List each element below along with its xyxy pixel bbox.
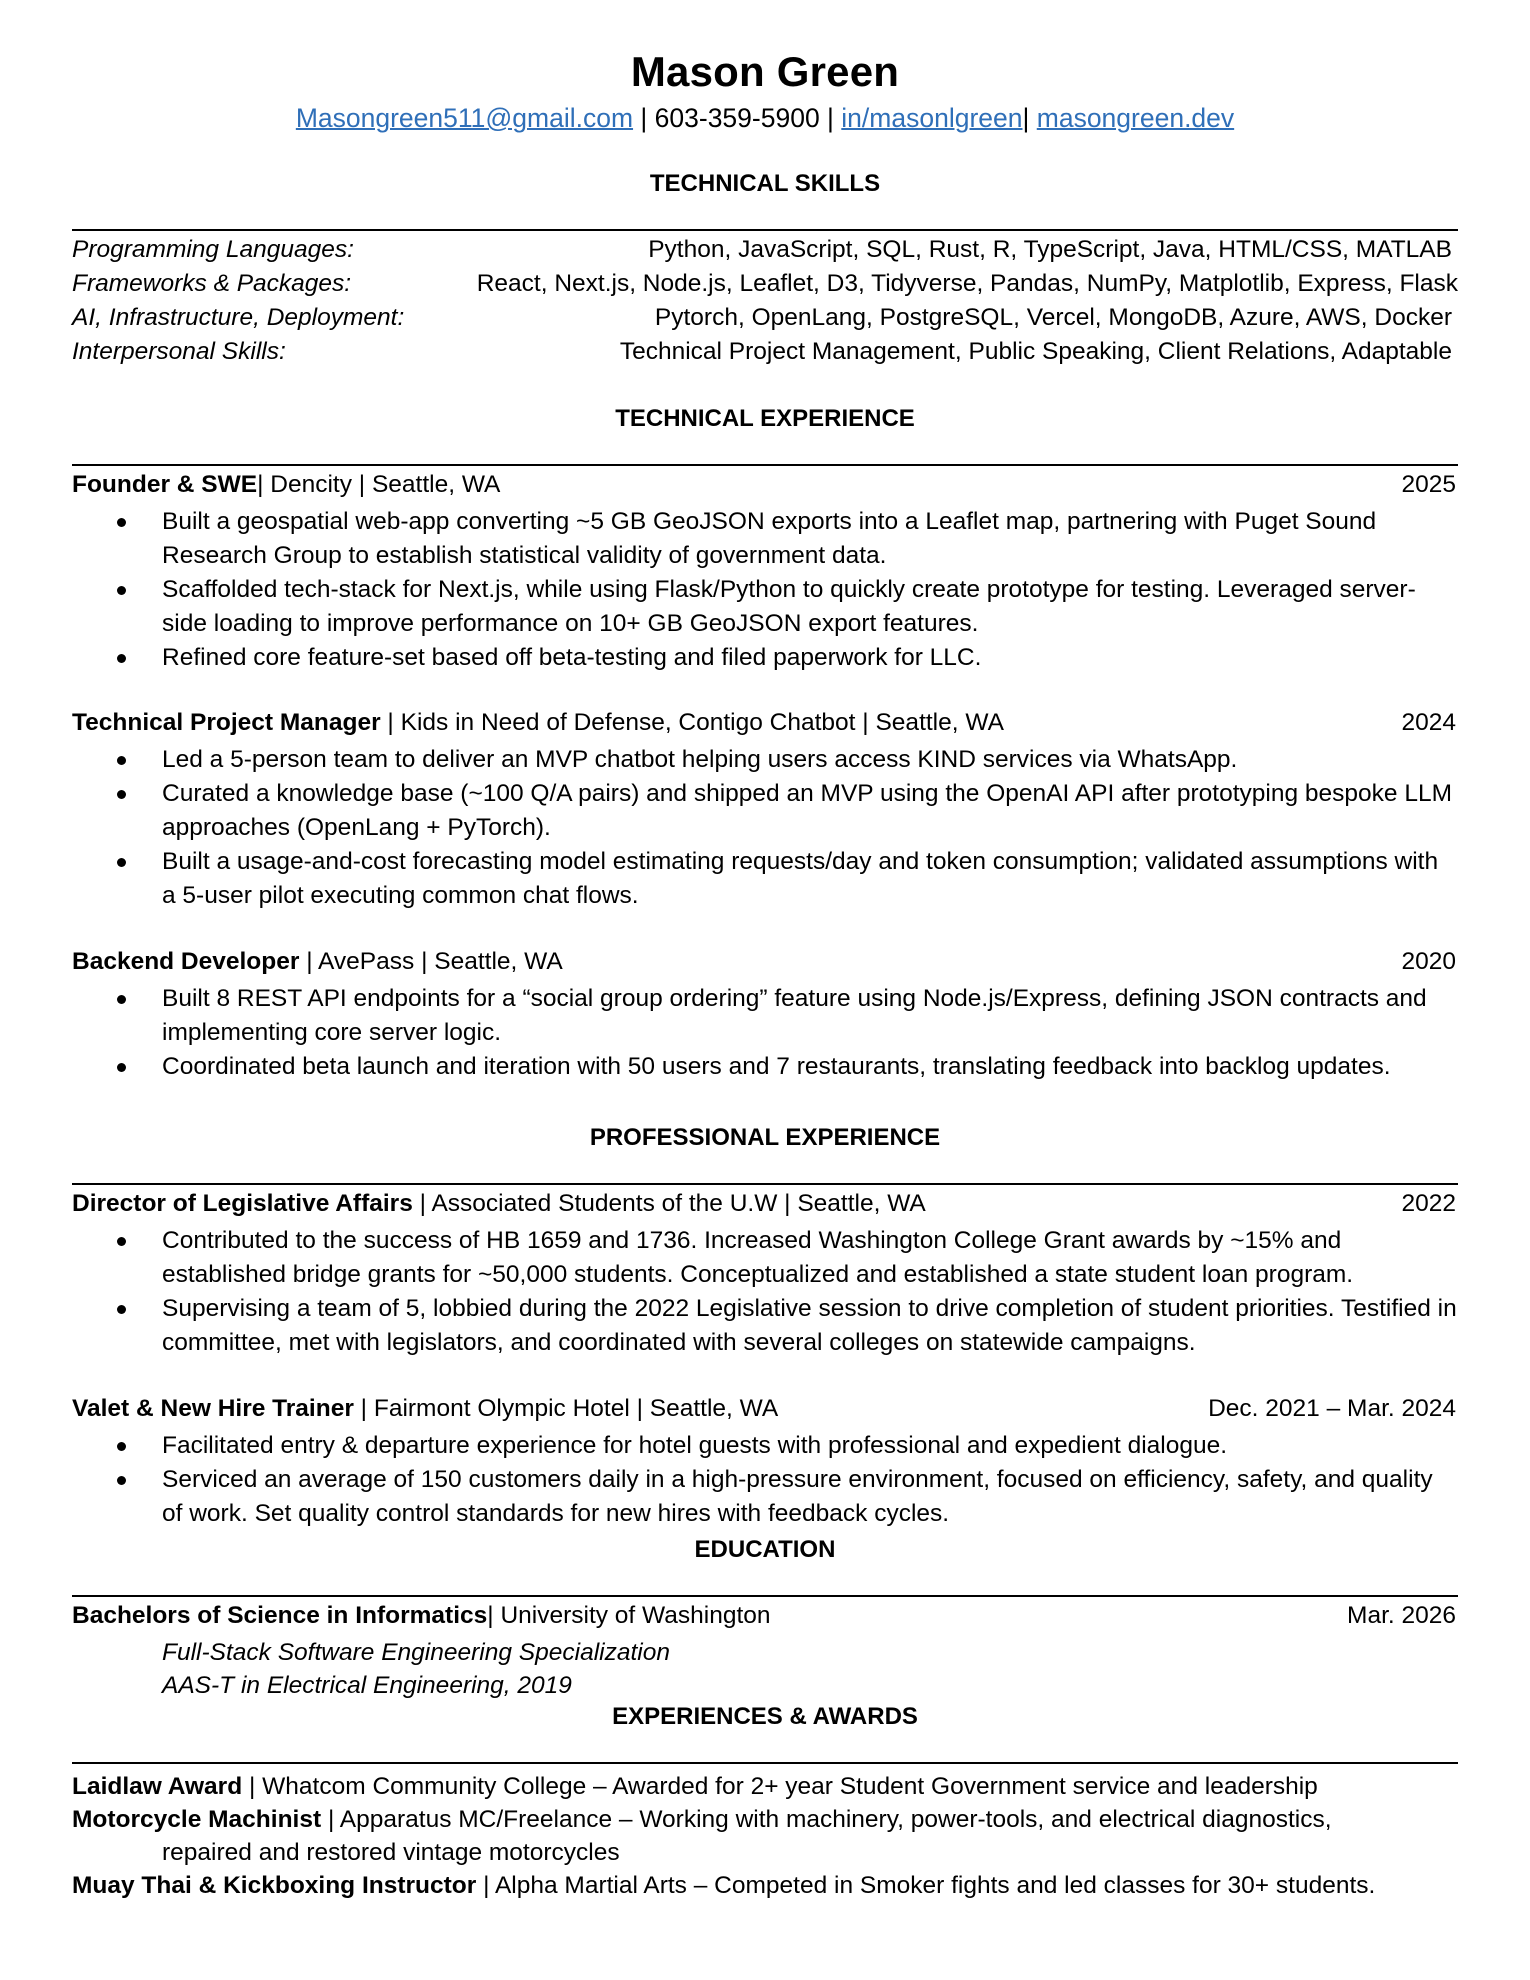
job-title: Valet & New Hire Trainer [72, 1395, 354, 1422]
skill-row [72, 236, 1458, 270]
award-detail-continued: repaired and restored vintage motorcycles [162, 1839, 620, 1866]
bullet-icon [117, 1063, 126, 1072]
bullet-text: Facilitated entry & departure experience for hotel guests with professional and expedient dialogue. [162, 1432, 1228, 1459]
bullet-text: Built a usage-and-cost forecasting model estimating requests/day and token consumption; validated assumptions with a 5-user pilot executing common chat flows. [162, 848, 1439, 909]
bullet-item [72, 845, 1458, 913]
job-date: Dec. 2021 – Mar. 2024 [1208, 1395, 1456, 1422]
experience-entry [72, 709, 1458, 913]
skill-row [72, 304, 1458, 338]
section-divider [72, 1183, 1458, 1185]
candidate-name: Mason Green [630, 48, 900, 95]
job-date: 2020 [1401, 948, 1456, 975]
skill-label: Programming Languages: [72, 236, 354, 263]
section-divider [72, 1595, 1458, 1597]
section-divider [72, 1762, 1458, 1764]
award-title: Motorcycle Machinist [72, 1806, 322, 1833]
education-entry [72, 1602, 1458, 1702]
awards-list [72, 1770, 1458, 1902]
bullet-item [72, 505, 1458, 573]
contact-separator: | [1022, 103, 1037, 133]
education-detail: AAS-T in Electrical Engineering, 2019 [162, 1672, 572, 1699]
bullet-text: Supervising a team of 5, lobbied during the 2022 Legislative session to drive completion of student priorities. Testified in committee, met with legislators, and coordinated with several colleges on statewide campaigns. [162, 1295, 1457, 1356]
job-detail: | Kids in Need of Defense, Contigo Chatbot | Seattle, WA [380, 709, 1004, 736]
job-detail: | Dencity | Seattle, WA [257, 471, 501, 498]
skill-row [72, 270, 1458, 304]
contact-separator: | [633, 103, 655, 133]
bullet-item [72, 743, 1458, 777]
email-link[interactable]: Masongreen511@gmail.com [295, 103, 634, 133]
job-title: Founder & SWE [72, 471, 258, 498]
bullet-item [72, 1292, 1458, 1360]
skill-label: Frameworks & Packages: [72, 270, 352, 297]
job-detail: | Associated Students of the U.W | Seattle, WA [412, 1190, 926, 1217]
section-heading-education: EDUCATION [694, 1536, 836, 1563]
bullet-item [72, 982, 1458, 1050]
bullet-text: Serviced an average of 150 customers daily in a high-pressure environment, focused on efficiency, safety, and quality of work. Set quality control standards for new hires with feedback cycles. [162, 1466, 1433, 1527]
website-link[interactable]: masongreen.dev [1036, 103, 1235, 133]
section-heading-experiences-awards: EXPERIENCES & AWARDS [612, 1703, 918, 1730]
bullet-icon [117, 518, 126, 527]
job-title: Backend Developer [72, 948, 300, 975]
bullet-icon [117, 995, 126, 1004]
section-divider [72, 464, 1458, 466]
section-heading-technical-skills: TECHNICAL SKILLS [649, 170, 881, 197]
section-divider [72, 229, 1458, 231]
skill-label: Interpersonal Skills: [72, 338, 286, 365]
bullet-text: Built 8 REST API endpoints for a “social group ordering” feature using Node.js/Express, defining JSON contracts and implementing core server logic. [162, 985, 1427, 1046]
bullet-icon [117, 790, 126, 799]
skill-value: Technical Project Management, Public Speaking, Client Relations, Adaptable [619, 338, 1452, 365]
bullet-item [72, 777, 1458, 845]
bullet-text: Contributed to the success of HB 1659 and 1736. Increased Washington College Grant awards by ~15% and established bridge grants for ~50,000 students. Conceptualized and established a state student loan program. [162, 1227, 1354, 1288]
award-item [72, 1770, 1458, 1803]
award-item [72, 1803, 1458, 1869]
experience-entry [72, 1395, 1458, 1531]
award-detail: | Apparatus MC/Freelance – Working with machinery, power-tools, and electrical diagnostics, [321, 1806, 1332, 1833]
award-title: Muay Thai & Kickboxing Instructor [72, 1872, 477, 1899]
bullet-text: Scaffolded tech-stack for Next.js, while using Flask/Python to quickly create prototype for testing. Leveraged server-side loading to improve performance on 10+ GB GeoJSON export features. [162, 576, 1416, 637]
bullet-icon [117, 586, 126, 595]
contact-separator: | [819, 103, 842, 133]
job-title: Technical Project Manager [72, 709, 381, 736]
bullet-icon [117, 1237, 126, 1246]
award-item [72, 1869, 1458, 1902]
bullet-item [72, 1463, 1458, 1531]
bullet-item [72, 1224, 1458, 1292]
award-detail: | Whatcom Community College – Awarded for 2+ year Student Government service and leadership [242, 1773, 1318, 1800]
skill-value: Pytorch, OpenLang, PostgreSQL, Vercel, MongoDB, Azure, AWS, Docker [654, 304, 1452, 331]
phone-number: 603-359-5900 [654, 103, 820, 133]
bullet-item [72, 1429, 1458, 1463]
bullet-icon [117, 1305, 126, 1314]
linkedin-link[interactable]: in/masonlgreen [841, 103, 1023, 133]
experience-entry [72, 471, 1458, 675]
award-title: Laidlaw Award [72, 1773, 243, 1800]
degree-title: Bachelors of Science in Informatics [72, 1602, 488, 1629]
job-detail: | AvePass | Seattle, WA [299, 948, 563, 975]
section-heading-professional-experience: PROFESSIONAL EXPERIENCE [589, 1124, 941, 1151]
section-heading-technical-experience: TECHNICAL EXPERIENCE [615, 405, 915, 432]
bullet-item [72, 1050, 1458, 1084]
contact-line [72, 103, 1458, 134]
bullet-text: Curated a knowledge base (~100 Q/A pairs) and shipped an MVP using the OpenAI API after prototyping bespoke LLM approaches (OpenLang + PyTorch). [162, 780, 1453, 841]
job-date: 2022 [1401, 1190, 1456, 1217]
bullet-icon [117, 1442, 126, 1451]
job-title: Director of Legislative Affairs [72, 1190, 413, 1217]
award-detail: | Alpha Martial Arts – Competed in Smoker fights and led classes for 30+ students. [476, 1872, 1376, 1899]
bullet-item [72, 573, 1458, 641]
skills-table [72, 236, 1458, 372]
bullet-icon [117, 1476, 126, 1485]
education-detail: Full-Stack Software Engineering Specialization [162, 1639, 670, 1666]
bullet-text: Refined core feature-set based off beta-testing and filed paperwork for LLC. [162, 644, 982, 671]
school-name: | University of Washington [487, 1602, 771, 1629]
graduation-date: Mar. 2026 [1347, 1602, 1456, 1629]
skill-label: AI, Infrastructure, Deployment: [72, 304, 405, 331]
job-date: 2024 [1401, 709, 1456, 736]
skill-row [72, 338, 1458, 372]
bullet-icon [117, 654, 126, 663]
skill-value: React, Next.js, Node.js, Leaflet, D3, Tidyverse, Pandas, NumPy, Matplotlib, Express, Flask [476, 270, 1458, 297]
job-date: 2025 [1401, 471, 1456, 498]
bullet-text: Coordinated beta launch and iteration with 50 users and 7 restaurants, translating feedback into backlog updates. [162, 1053, 1391, 1080]
bullet-text: Led a 5-person team to deliver an MVP chatbot helping users access KIND services via WhatsApp. [162, 746, 1238, 773]
bullet-item [72, 641, 1458, 675]
skill-value: Python, JavaScript, SQL, Rust, R, TypeScript, Java, HTML/CSS, MATLAB [648, 236, 1452, 263]
bullet-text: Built a geospatial web-app converting ~5 GB GeoJSON exports into a Leaflet map, partnering with Puget Sound Research Group to establish statistical validity of government data. [162, 508, 1377, 569]
experience-entry [72, 1190, 1458, 1360]
job-detail: | Fairmont Olympic Hotel | Seattle, WA [353, 1395, 779, 1422]
bullet-icon [117, 858, 126, 867]
experience-entry [72, 948, 1458, 1084]
bullet-icon [117, 756, 126, 765]
